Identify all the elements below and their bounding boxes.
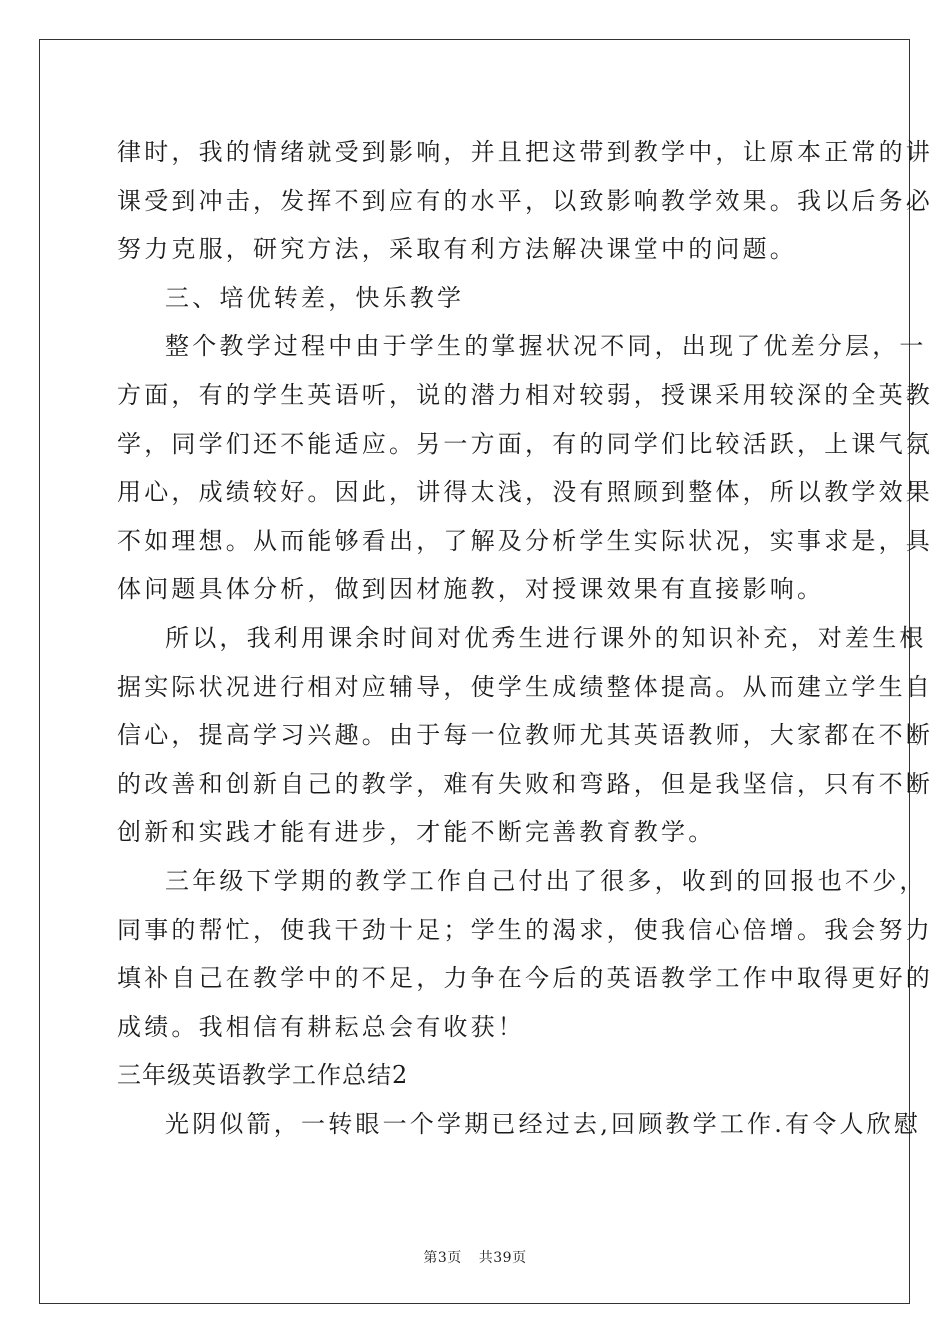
page-total: 共39页 <box>478 1250 527 1266</box>
paragraph-line: 课受到冲击，发挥不到应有的水平，以致影响教学效果。我以后务必 <box>117 186 933 215</box>
paragraph-line: 用心，成绩较好。因此，讲得太浅，没有照顾到整体，所以教学效果 <box>117 478 933 507</box>
page-number: 第3页 <box>423 1250 462 1266</box>
paragraph-line: 的改善和创新自己的教学，难有失败和弯路，但是我坚信，只有不断 <box>117 769 933 798</box>
paragraph-line: 努力克服，研究方法，采取有利方法解决课堂中的问题。 <box>117 235 797 264</box>
paragraph-line: 整个教学过程中由于学生的掌握状况不同，出现了优差分层，一 <box>165 332 927 361</box>
paragraph-line: 成绩。我相信有耕耘总会有收获！ <box>117 1012 525 1041</box>
paragraph-line: 创新和实践才能有进步，才能不断完善教育教学。 <box>117 818 716 847</box>
section-heading: 三、培优转差，快乐教学 <box>165 283 465 312</box>
document-subtitle: 三年级英语教学工作总结2 <box>117 1061 409 1090</box>
paragraph-line: 学，同学们还不能适应。另一方面，有的同学们比较活跃，上课气氛 <box>117 429 933 458</box>
paragraph-line: 不如理想。从而能够看出，了解及分析学生实际状况，实事求是，具 <box>117 526 933 555</box>
paragraph-line: 体问题具体分析，做到因材施教，对授课效果有直接影响。 <box>117 575 825 604</box>
paragraph-line: 光阴似箭，一转眼一个学期已经过去,回顾教学工作.有令人欣慰 <box>165 1109 922 1138</box>
document-body <box>117 128 933 1148</box>
page-footer <box>0 1247 950 1267</box>
paragraph-line: 同事的帮忙，使我干劲十足；学生的渴求，使我信心倍增。我会努力 <box>117 915 933 944</box>
paragraph-line: 信心，提高学习兴趣。由于每一位教师尤其英语教师，大家都在不断 <box>117 721 933 750</box>
paragraph-line: 方面，有的学生英语听，说的潜力相对较弱，授课采用较深的全英教 <box>117 380 933 409</box>
paragraph-line: 所以，我利用课余时间对优秀生进行课外的知识补充，对差生根 <box>165 623 927 652</box>
paragraph-line: 填补自己在教学中的不足，力争在今后的英语教学工作中取得更好的 <box>117 964 933 993</box>
paragraph-line: 律时，我的情绪就受到影响，并且把这带到教学中，让原本正常的讲 <box>117 138 933 166</box>
paragraph-line: 据实际状况进行相对应辅导，使学生成绩整体提高。从而建立学生自 <box>117 672 933 701</box>
paragraph-line: 三年级下学期的教学工作自己付出了很多，收到的回报也不少， <box>165 866 927 895</box>
